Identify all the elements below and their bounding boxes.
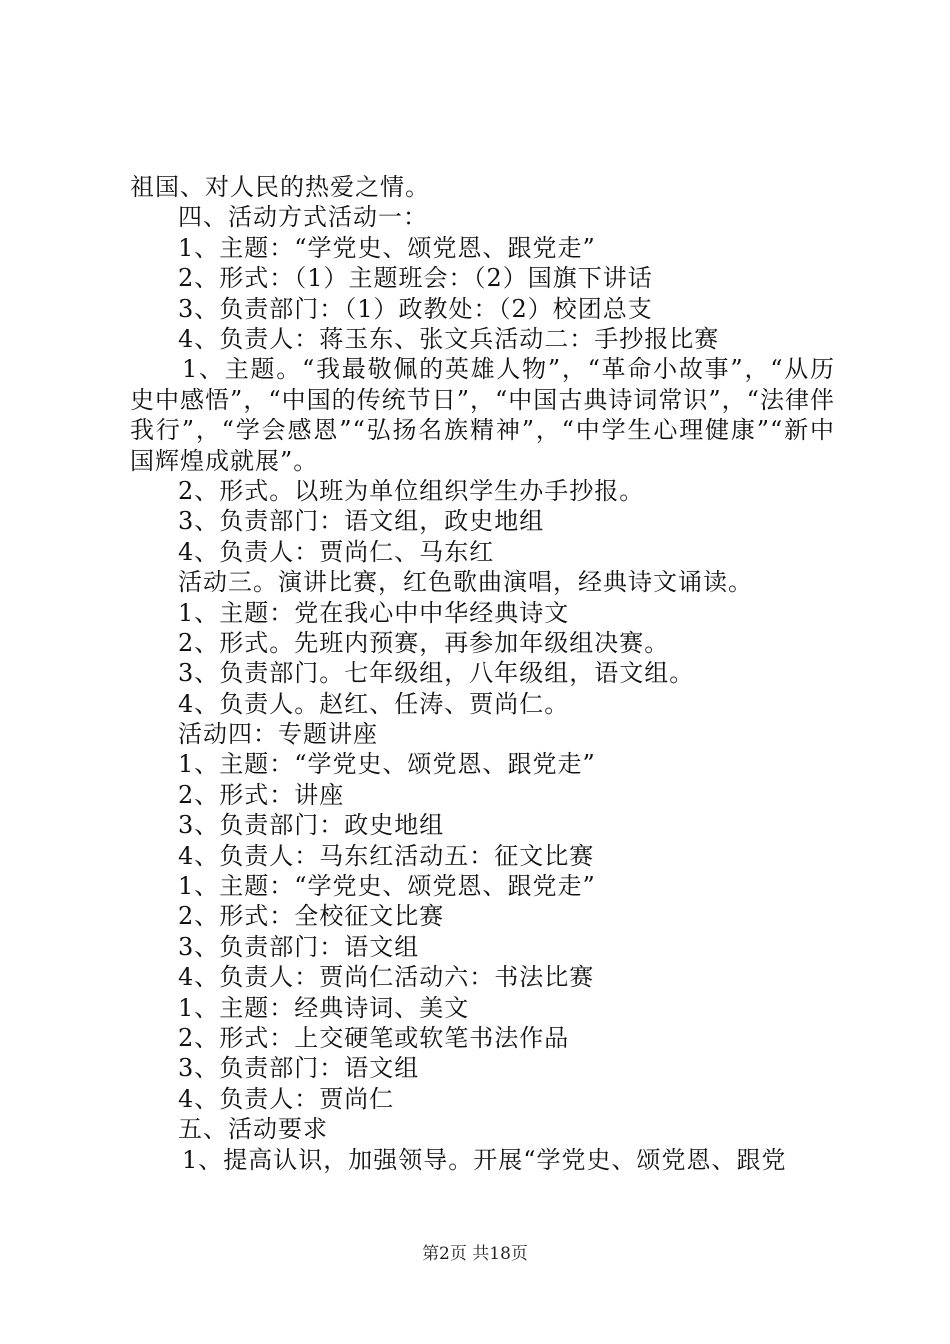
page-number-footer: 第2页 共18页: [422, 1244, 528, 1264]
paragraph-line: 活动四：专题讲座: [178, 720, 378, 749]
document-body: [130, 172, 835, 1175]
paragraph-line: 4、负责人：贾尚仁: [178, 1084, 395, 1113]
paragraph-line: 3、负责部门：语文组: [178, 1054, 420, 1083]
paragraph-line: 4、负责人。赵红、任涛、贾尚仁。: [178, 689, 570, 718]
paragraph-line: 4、负责人：贾尚仁活动六：书法比赛: [178, 963, 595, 992]
paragraph-wrapped: 1、主题。“我最敬佩的英雄人物”，“革命小故事”，“从历史中感悟”，“中国的传统节日”，“中国古典诗词常识”，“法律伴我行”，“学会感恩”“弘扬名族精神”，“中学生心理健康”“新中国辉煌成就展”。: [130, 355, 835, 475]
section-heading: 五、活动要求: [178, 1115, 328, 1144]
paragraph-line: 1、提高认识，加强领导。开展“学党史、颂党恩、跟党: [182, 1145, 787, 1174]
paragraph-line: 4、负责人：贾尚仁、马东红: [178, 537, 495, 566]
paragraph-line: 4、负责人：马东红活动五：征文比赛: [178, 841, 595, 870]
paragraph-line: 1、主题：“学党史、颂党恩、跟党走”: [178, 233, 596, 262]
paragraph-line: 3、负责部门。七年级组，八年级组，语文组。: [178, 659, 695, 688]
paragraph-line: 1、主题：经典诗词、美文: [178, 993, 470, 1022]
paragraph-line: 3、负责部门：（1）政教处：（2）校团总支: [178, 294, 653, 323]
paragraph-line: 2、形式：（1）主题班会：（2）国旗下讲话: [178, 264, 653, 293]
paragraph-line: 2、形式：全校征文比赛: [178, 902, 445, 931]
paragraph-line: 1、主题：“学党史、颂党恩、跟党走”: [178, 872, 596, 901]
paragraph-line: 祖国、对人民的热爱之情。: [130, 173, 430, 201]
paragraph-line: 活动三。演讲比赛，红色歌曲演唱，经典诗文诵读。: [178, 568, 753, 597]
section-heading: 四、活动方式活动一：: [178, 203, 428, 232]
paragraph-line: 3、负责部门：语文组，政史地组: [178, 507, 545, 536]
paragraph-line: 4、负责人：蒋玉东、张文兵活动二：手抄报比赛: [178, 324, 720, 353]
paragraph-line: 3、负责部门：政史地组: [178, 811, 445, 840]
paragraph-line: 2、形式。以班为单位组织学生办手抄报。: [178, 476, 645, 505]
paragraph-line: 3、负责部门：语文组: [178, 932, 420, 961]
paragraph-line: 2、形式：上交硬笔或软笔书法作品: [178, 1024, 570, 1052]
paragraph-line: 1、主题：“学党史、颂党恩、跟党走”: [178, 750, 596, 779]
paragraph-line: 2、形式。先班内预赛，再参加年级组决赛。: [178, 628, 670, 657]
paragraph-line: 1、主题：党在我心中中华经典诗文: [178, 598, 570, 627]
paragraph-line: 2、形式：讲座: [178, 780, 345, 809]
